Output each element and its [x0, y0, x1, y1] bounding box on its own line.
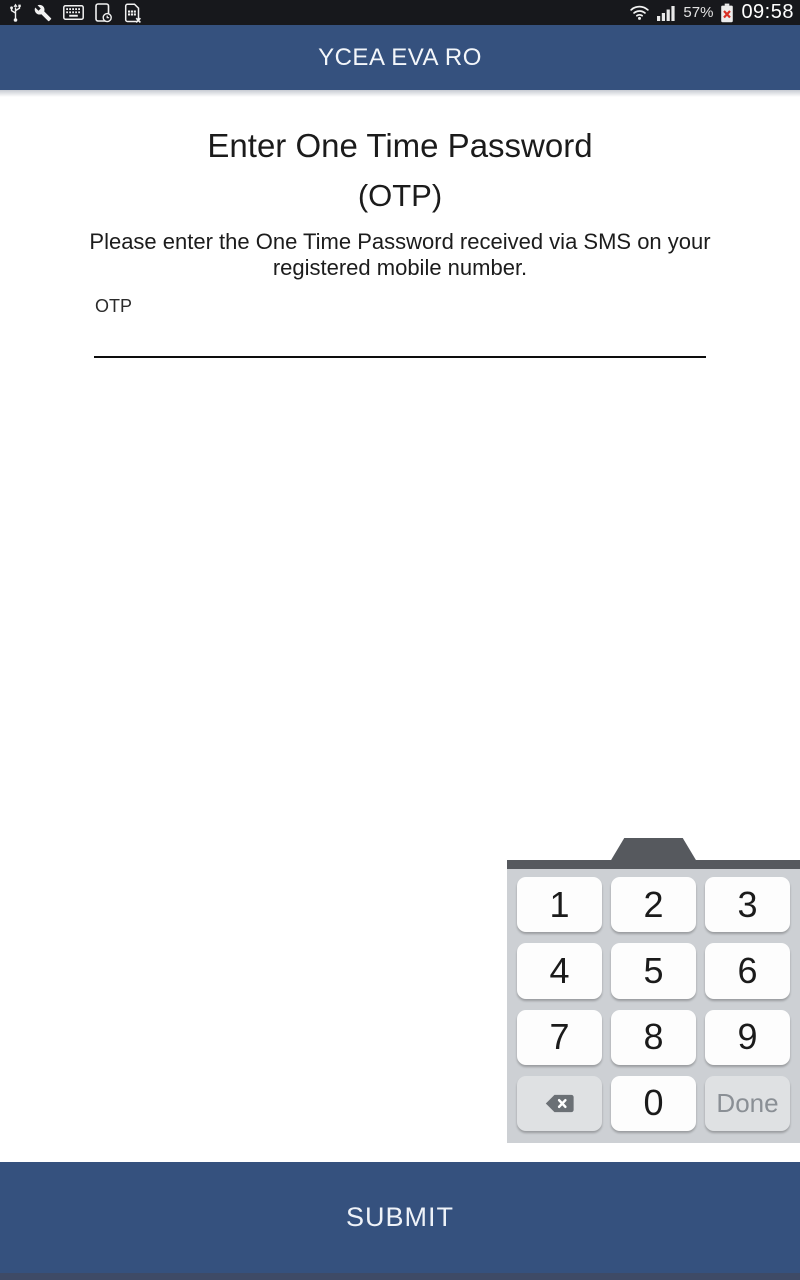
backspace-icon: [544, 1082, 575, 1124]
key-done[interactable]: Done: [705, 1076, 790, 1131]
status-bar-right: [629, 1, 794, 24]
device-clock-icon: [95, 3, 112, 23]
key-8[interactable]: 8: [611, 1010, 696, 1065]
page-subtitle: (OTP): [357, 178, 443, 213]
key-6[interactable]: 6: [705, 943, 790, 998]
submit-button[interactable]: [0, 1162, 800, 1280]
key-3[interactable]: 3: [705, 877, 790, 932]
keypad-handle[interactable]: [611, 838, 697, 861]
key-backspace[interactable]: [517, 1076, 602, 1131]
battery-percent-text: 57%: [683, 4, 714, 21]
key-2[interactable]: 2: [611, 877, 696, 932]
key-1[interactable]: 1: [517, 877, 602, 932]
wifi-icon: [629, 4, 650, 21]
usb-icon: [8, 3, 23, 22]
key-4[interactable]: 4: [517, 943, 602, 998]
battery-error-icon: [720, 3, 734, 23]
signal-bars-icon: [657, 5, 676, 21]
app-title: YCEA EVA RO: [318, 43, 482, 71]
submit-button-label: SUBMIT: [345, 1201, 454, 1232]
keyboard-icon: [63, 5, 84, 20]
key-5[interactable]: 5: [611, 943, 696, 998]
otp-field-label: OTP: [95, 296, 133, 316]
keypad-top-bar: [507, 860, 800, 869]
otp-form: [0, 127, 800, 358]
key-0[interactable]: 0: [611, 1076, 696, 1131]
numeric-keypad: [507, 838, 800, 1143]
status-bar: [0, 0, 800, 25]
status-bar-left-icons: [8, 3, 142, 23]
key-9[interactable]: 9: [705, 1010, 790, 1065]
otp-input[interactable]: [94, 322, 706, 358]
key-7[interactable]: 7: [517, 1010, 602, 1065]
page-title: Enter One Time Password: [207, 127, 593, 164]
wrench-icon: [34, 4, 52, 22]
status-bar-clock: 09:58: [741, 1, 794, 23]
app-bar-shadow: [0, 90, 800, 97]
otp-instruction-text: Please enter the One Time Password received via SMS on your registered mobile number.: [89, 229, 711, 280]
keypad-keys: [507, 869, 800, 1143]
app-bar: [0, 25, 800, 90]
sim-error-icon: [123, 3, 142, 23]
